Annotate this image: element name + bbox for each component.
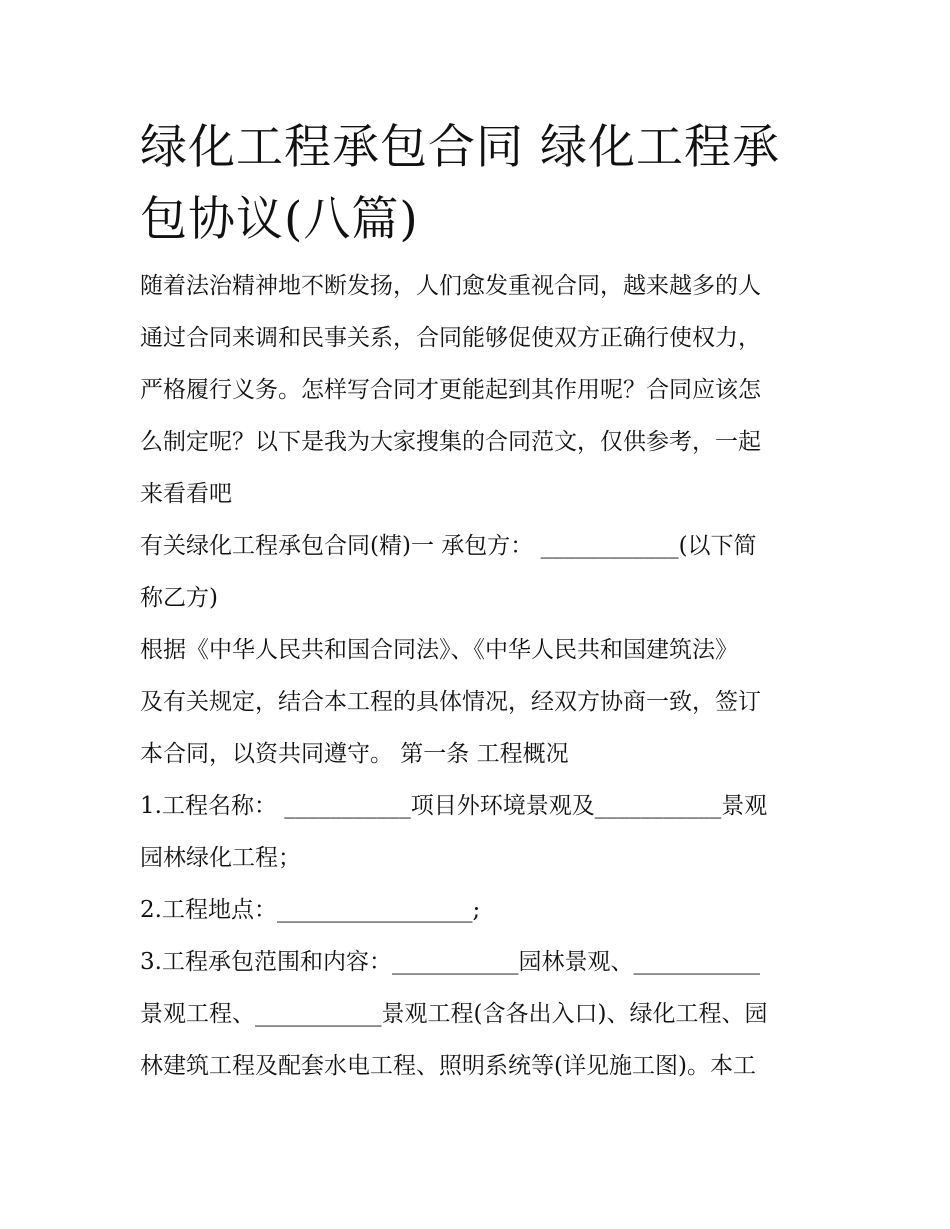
text-line: 么制定呢？以下是我为大家搜集的合同范文，仅供参考，一起 bbox=[140, 429, 761, 455]
project-scope-paragraph bbox=[140, 936, 812, 1092]
document-content bbox=[140, 112, 812, 1092]
text-line: 有关绿化工程承包合同(精)一 承包方： ____________(以下简 bbox=[140, 533, 757, 559]
text-line: 园林绿化工程； bbox=[140, 845, 301, 871]
project-location-paragraph bbox=[140, 884, 812, 936]
text-line: 来看看吧 bbox=[140, 481, 232, 507]
text-line: 及有关规定，结合本工程的具体情况，经双方协商一致，签订 bbox=[140, 689, 761, 715]
legal-basis-paragraph bbox=[140, 624, 812, 780]
title-line: 绿化工程承包合同 绿化工程承 bbox=[140, 120, 780, 175]
text-line: 2.工程地点：_________________; bbox=[140, 897, 481, 923]
text-line: 严格履行义务。怎样写合同才更能起到其作用呢？合同应该怎 bbox=[140, 377, 761, 403]
text-line: 本合同，以资共同遵守。 第一条 工程概况 bbox=[140, 741, 569, 767]
text-line: 景观工程、___________景观工程(含各出入口)、绿化工程、园 bbox=[140, 1001, 768, 1027]
title-line: 包协议(八篇) bbox=[140, 192, 419, 247]
project-name-paragraph bbox=[140, 780, 812, 884]
document-title bbox=[140, 112, 812, 256]
intro-paragraph bbox=[140, 260, 812, 520]
contract-heading-paragraph bbox=[140, 520, 812, 624]
text-line: 林建筑工程及配套水电工程、照明系统等(详见施工图)。本工 bbox=[140, 1053, 756, 1079]
text-line: 称乙方) bbox=[140, 585, 218, 611]
text-line: 3.工程承包范围和内容：___________园林景观、___________ bbox=[140, 949, 760, 975]
text-line: 根据《中华人民共和国合同法》、《中华人民共和国建筑法》 bbox=[140, 637, 738, 663]
text-line: 随着法治精神地不断发扬，人们愈发重视合同，越来越多的人 bbox=[140, 273, 761, 299]
text-line: 1.工程名称： ___________项目外环境景观及___________景观 bbox=[140, 793, 768, 819]
text-line: 通过合同来调和民事关系，合同能够促使双方正确行使权力， bbox=[140, 325, 761, 351]
